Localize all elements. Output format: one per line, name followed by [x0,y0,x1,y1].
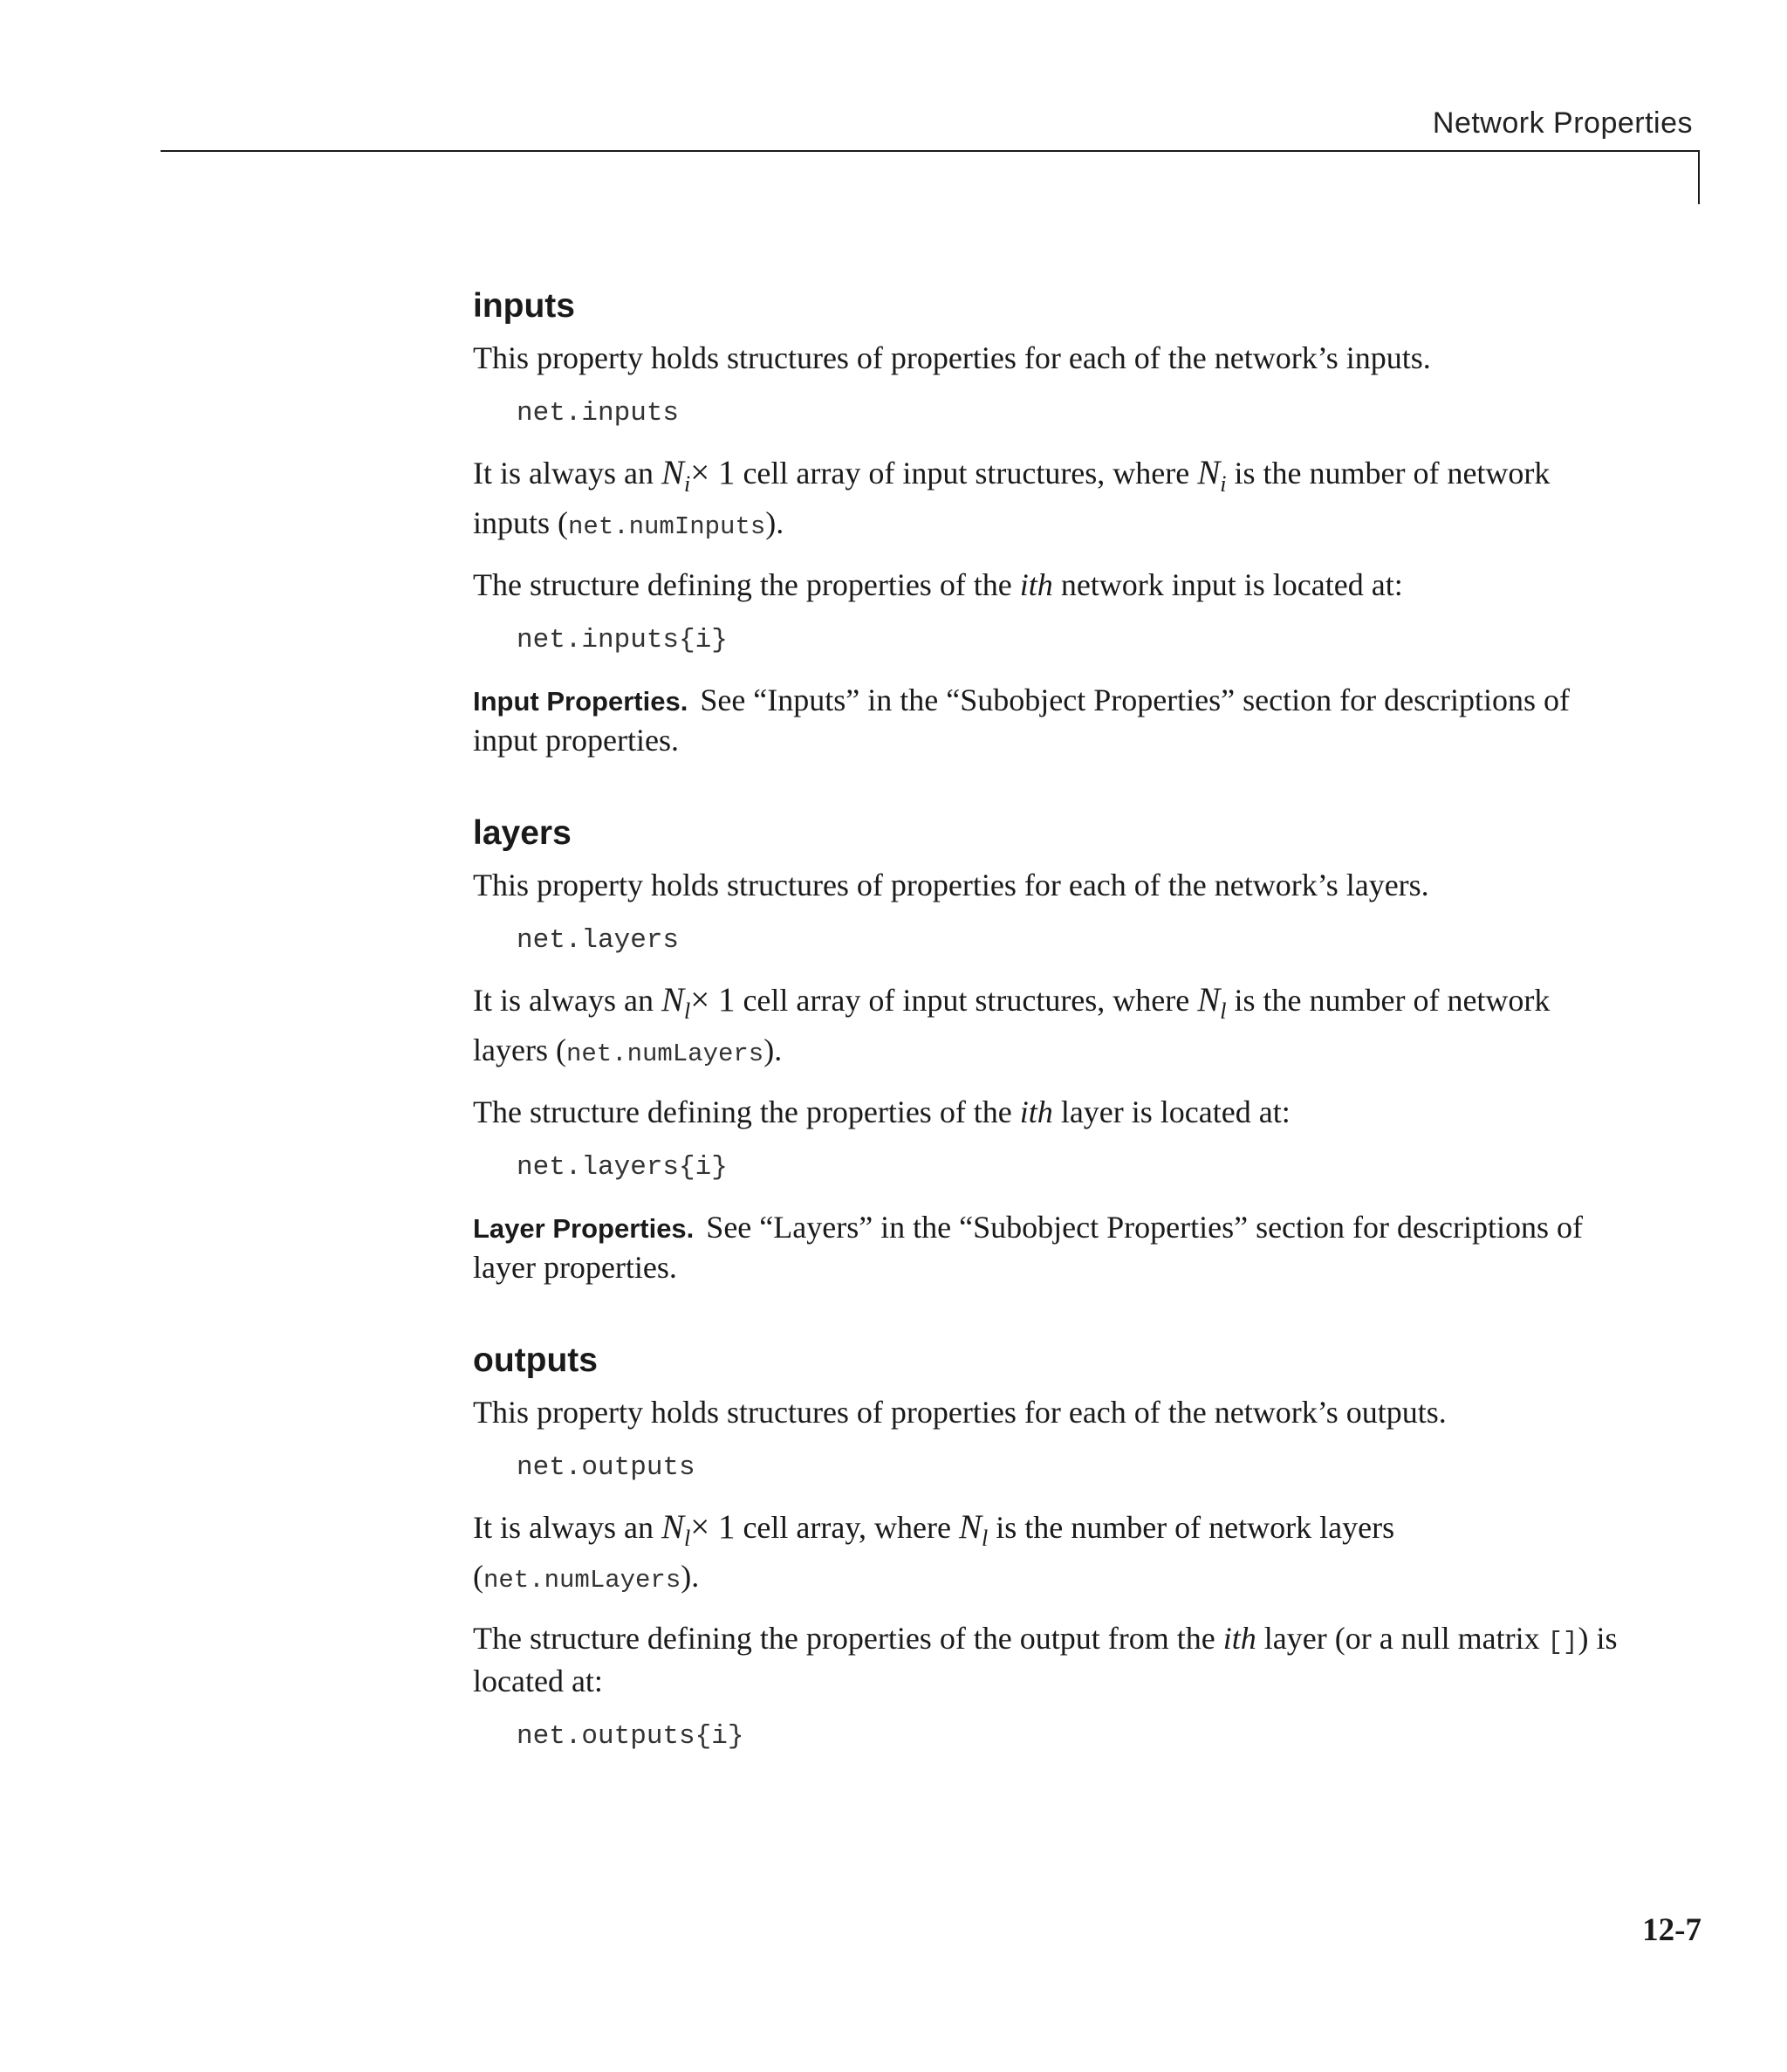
text-span: The structure defining the properties of the [473,1094,1012,1129]
text-span: It is always an [473,982,654,1018]
inline-code: net.numLayers [565,1039,764,1068]
section-intro: This property holds structures of properties for each of the network’s inputs. [473,340,1431,375]
text-span: network input is located at: [1060,566,1403,602]
code-line: net.layers{i} [517,1151,728,1183]
text-span: It is always an [473,456,654,491]
section-heading: outputs [473,1341,598,1379]
page-content [473,286,1625,1777]
text-span: ) is located at: [473,1621,1618,1699]
text-span: is the number of network layers ( [473,982,1551,1067]
math-symbol: $N_l$ [958,1507,989,1551]
code-line: net.layers [517,924,680,956]
page-number: 12-7 [1642,1912,1701,1948]
text-span: It is always an [473,1509,654,1545]
header-rule [161,150,1700,152]
text-span: See “Inputs” in the “Subobject Properties” section for descriptions of input properties. [473,682,1571,758]
inline-code: net.numInputs [568,511,766,541]
math-times: × 1 [690,454,736,491]
math-symbol: $N_i$ [1197,454,1227,497]
math-symbol: $N_l$ [1197,980,1227,1024]
section-inputs [473,286,1625,759]
code-line: net.inputs [517,398,680,429]
section-outputs [473,1341,1625,1755]
text-span: layer is located at: [1060,1094,1291,1129]
description-paragraph [473,454,1625,546]
section-heading: inputs [473,287,575,325]
text-span: ). [763,1032,783,1067]
math-symbol: $N_i$ [661,454,691,497]
code-line: net.outputs [517,1451,695,1483]
inline-code: net.numLayers [483,1566,681,1595]
description-paragraph [473,566,1625,604]
text-span: is the number of network inputs ( [473,456,1551,540]
text-span: ). [681,1559,700,1595]
running-head: Network Properties [1432,106,1693,140]
runin-paragraph [473,681,1625,759]
header-rule-tick [1698,150,1700,204]
inline-code: [] [1547,1628,1578,1657]
text-span: cell array of input structures, where [743,456,1190,491]
runin-paragraph [473,1208,1625,1286]
emphasis: ith [1019,566,1053,602]
text-span: is the number of network layers ( [473,1509,1395,1595]
description-paragraph [473,981,1625,1074]
text-span: The structure defining the properties of the [473,566,1012,602]
emphasis: ith [1222,1621,1256,1657]
math-symbol: $N_l$ [661,1507,691,1551]
section-layers [473,813,1625,1286]
code-line: net.outputs{i} [517,1721,744,1753]
text-span: ). [765,504,784,540]
section-intro: This property holds structures of properties for each of the network’s layers. [473,867,1429,902]
math-times: × 1 [690,980,736,1019]
section-heading: layers [473,813,572,852]
math-times: × 1 [690,1507,736,1546]
text-span: layer (or a null matrix [1263,1621,1540,1657]
math-symbol: $N_l$ [661,980,691,1024]
text-span: cell array of input structures, where [743,982,1190,1018]
emphasis: ith [1019,1094,1053,1129]
text-span: The structure defining the properties of the output from the [473,1621,1215,1657]
description-paragraph [473,1093,1625,1131]
text-span: See “Layers” in the “Subobject Properties” section for descriptions of layer properties. [473,1209,1583,1285]
runin-heading: Layer Properties. [473,1212,695,1244]
text-span: cell array, where [743,1509,951,1545]
runin-heading: Input Properties. [473,685,688,717]
description-paragraph [473,1508,1625,1601]
description-paragraph [473,1619,1625,1700]
code-line: net.inputs{i} [517,624,728,655]
section-intro: This property holds structures of properties for each of the network’s outputs. [473,1394,1447,1430]
